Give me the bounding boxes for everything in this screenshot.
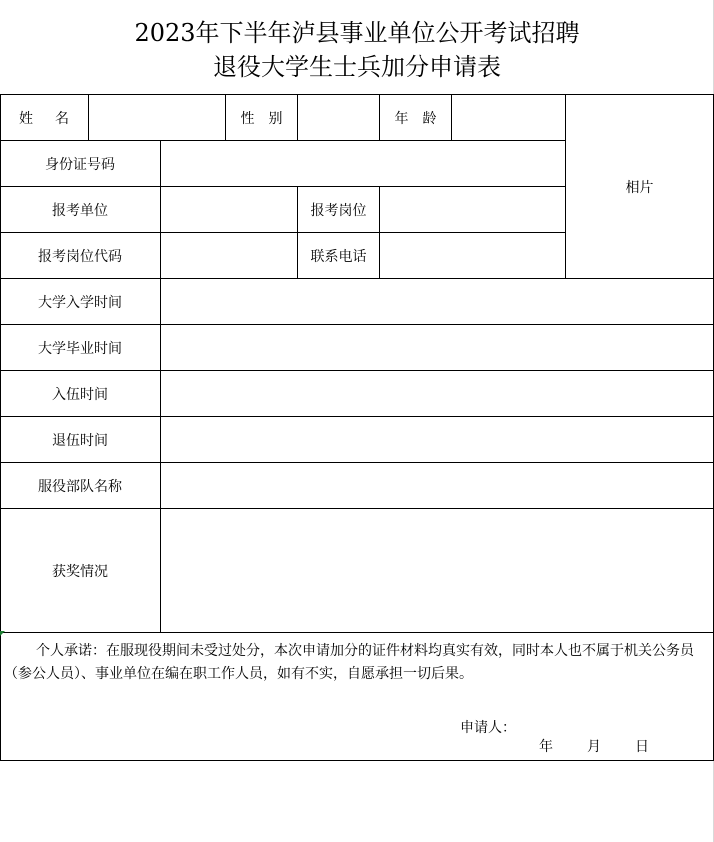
name-input-cell[interactable]: [89, 95, 225, 140]
apply-position-input-cell[interactable]: [380, 187, 565, 232]
awards-label: 获奖情况: [52, 563, 108, 580]
gender-label-char-1: 性: [240, 110, 255, 127]
date-day: 日: [635, 739, 649, 755]
gender-label: [226, 95, 297, 140]
name-label: [0, 95, 88, 140]
discharge-date-label: 退伍时间: [52, 432, 108, 449]
military-unit-input-cell[interactable]: [161, 463, 713, 508]
enrollment-date-input-cell[interactable]: [161, 279, 713, 324]
form-title-line-2: 退役大学生士兵加分申请表: [213, 53, 501, 81]
military-unit-label: 服役部队名称: [38, 478, 122, 495]
id-number-label: 身份证号码: [45, 156, 115, 173]
discharge-date-input-cell[interactable]: [161, 417, 713, 462]
signature-date: [539, 736, 649, 756]
gender-input-cell[interactable]: [298, 95, 379, 140]
date-year: 年: [539, 739, 553, 755]
id-number-input-cell[interactable]: [161, 141, 565, 186]
awards-input-cell[interactable]: [161, 509, 713, 632]
apply-unit-input-cell[interactable]: [161, 187, 297, 232]
graduation-date-label: 大学毕业时间: [38, 340, 122, 357]
date-month: 月: [587, 739, 601, 755]
age-input-cell[interactable]: [452, 95, 565, 140]
form-title-line-1: 2023年下半年泸县事业单位公开考试招聘: [134, 19, 580, 47]
apply-unit-label: 报考单位: [52, 202, 108, 219]
phone-label: 联系电话: [310, 248, 367, 265]
table-row-line: [0, 632, 714, 633]
position-code-label: 报考岗位代码: [38, 248, 122, 265]
enlistment-date-label: 入伍时间: [52, 386, 108, 403]
age-label-char-2: 龄: [422, 110, 437, 127]
apply-position-label: 报考岗位: [310, 202, 367, 219]
enlistment-date-input-cell[interactable]: [161, 371, 713, 416]
enrollment-date-label: 大学入学时间: [38, 294, 122, 311]
name-label-char-2: 名: [55, 110, 69, 127]
position-code-input-cell[interactable]: [161, 233, 297, 278]
applicant-signature-label: 申请人：: [460, 720, 516, 736]
age-label: [380, 95, 451, 140]
graduation-date-input-cell[interactable]: [161, 325, 713, 370]
pledge-text: 个人承诺：在服现役期间未受过处分，本次申请加分的证件材料均真实有效，同时本人也不属于机关公务员（参公人员）、事业单位在编在职工作人员，如有不实，自愿承担一切后果。: [4, 643, 694, 682]
gender-label-char-2: 别: [268, 110, 283, 127]
cell-comment-marker: [0, 631, 5, 636]
photo-label: 相片: [625, 179, 654, 196]
age-label-char-1: 年: [394, 110, 409, 127]
table-border-bottom: [0, 760, 714, 761]
phone-input-cell[interactable]: [380, 233, 565, 278]
personal-pledge: [4, 640, 710, 686]
name-label-char-1: 姓: [19, 110, 33, 127]
photo-cell[interactable]: [566, 95, 713, 278]
